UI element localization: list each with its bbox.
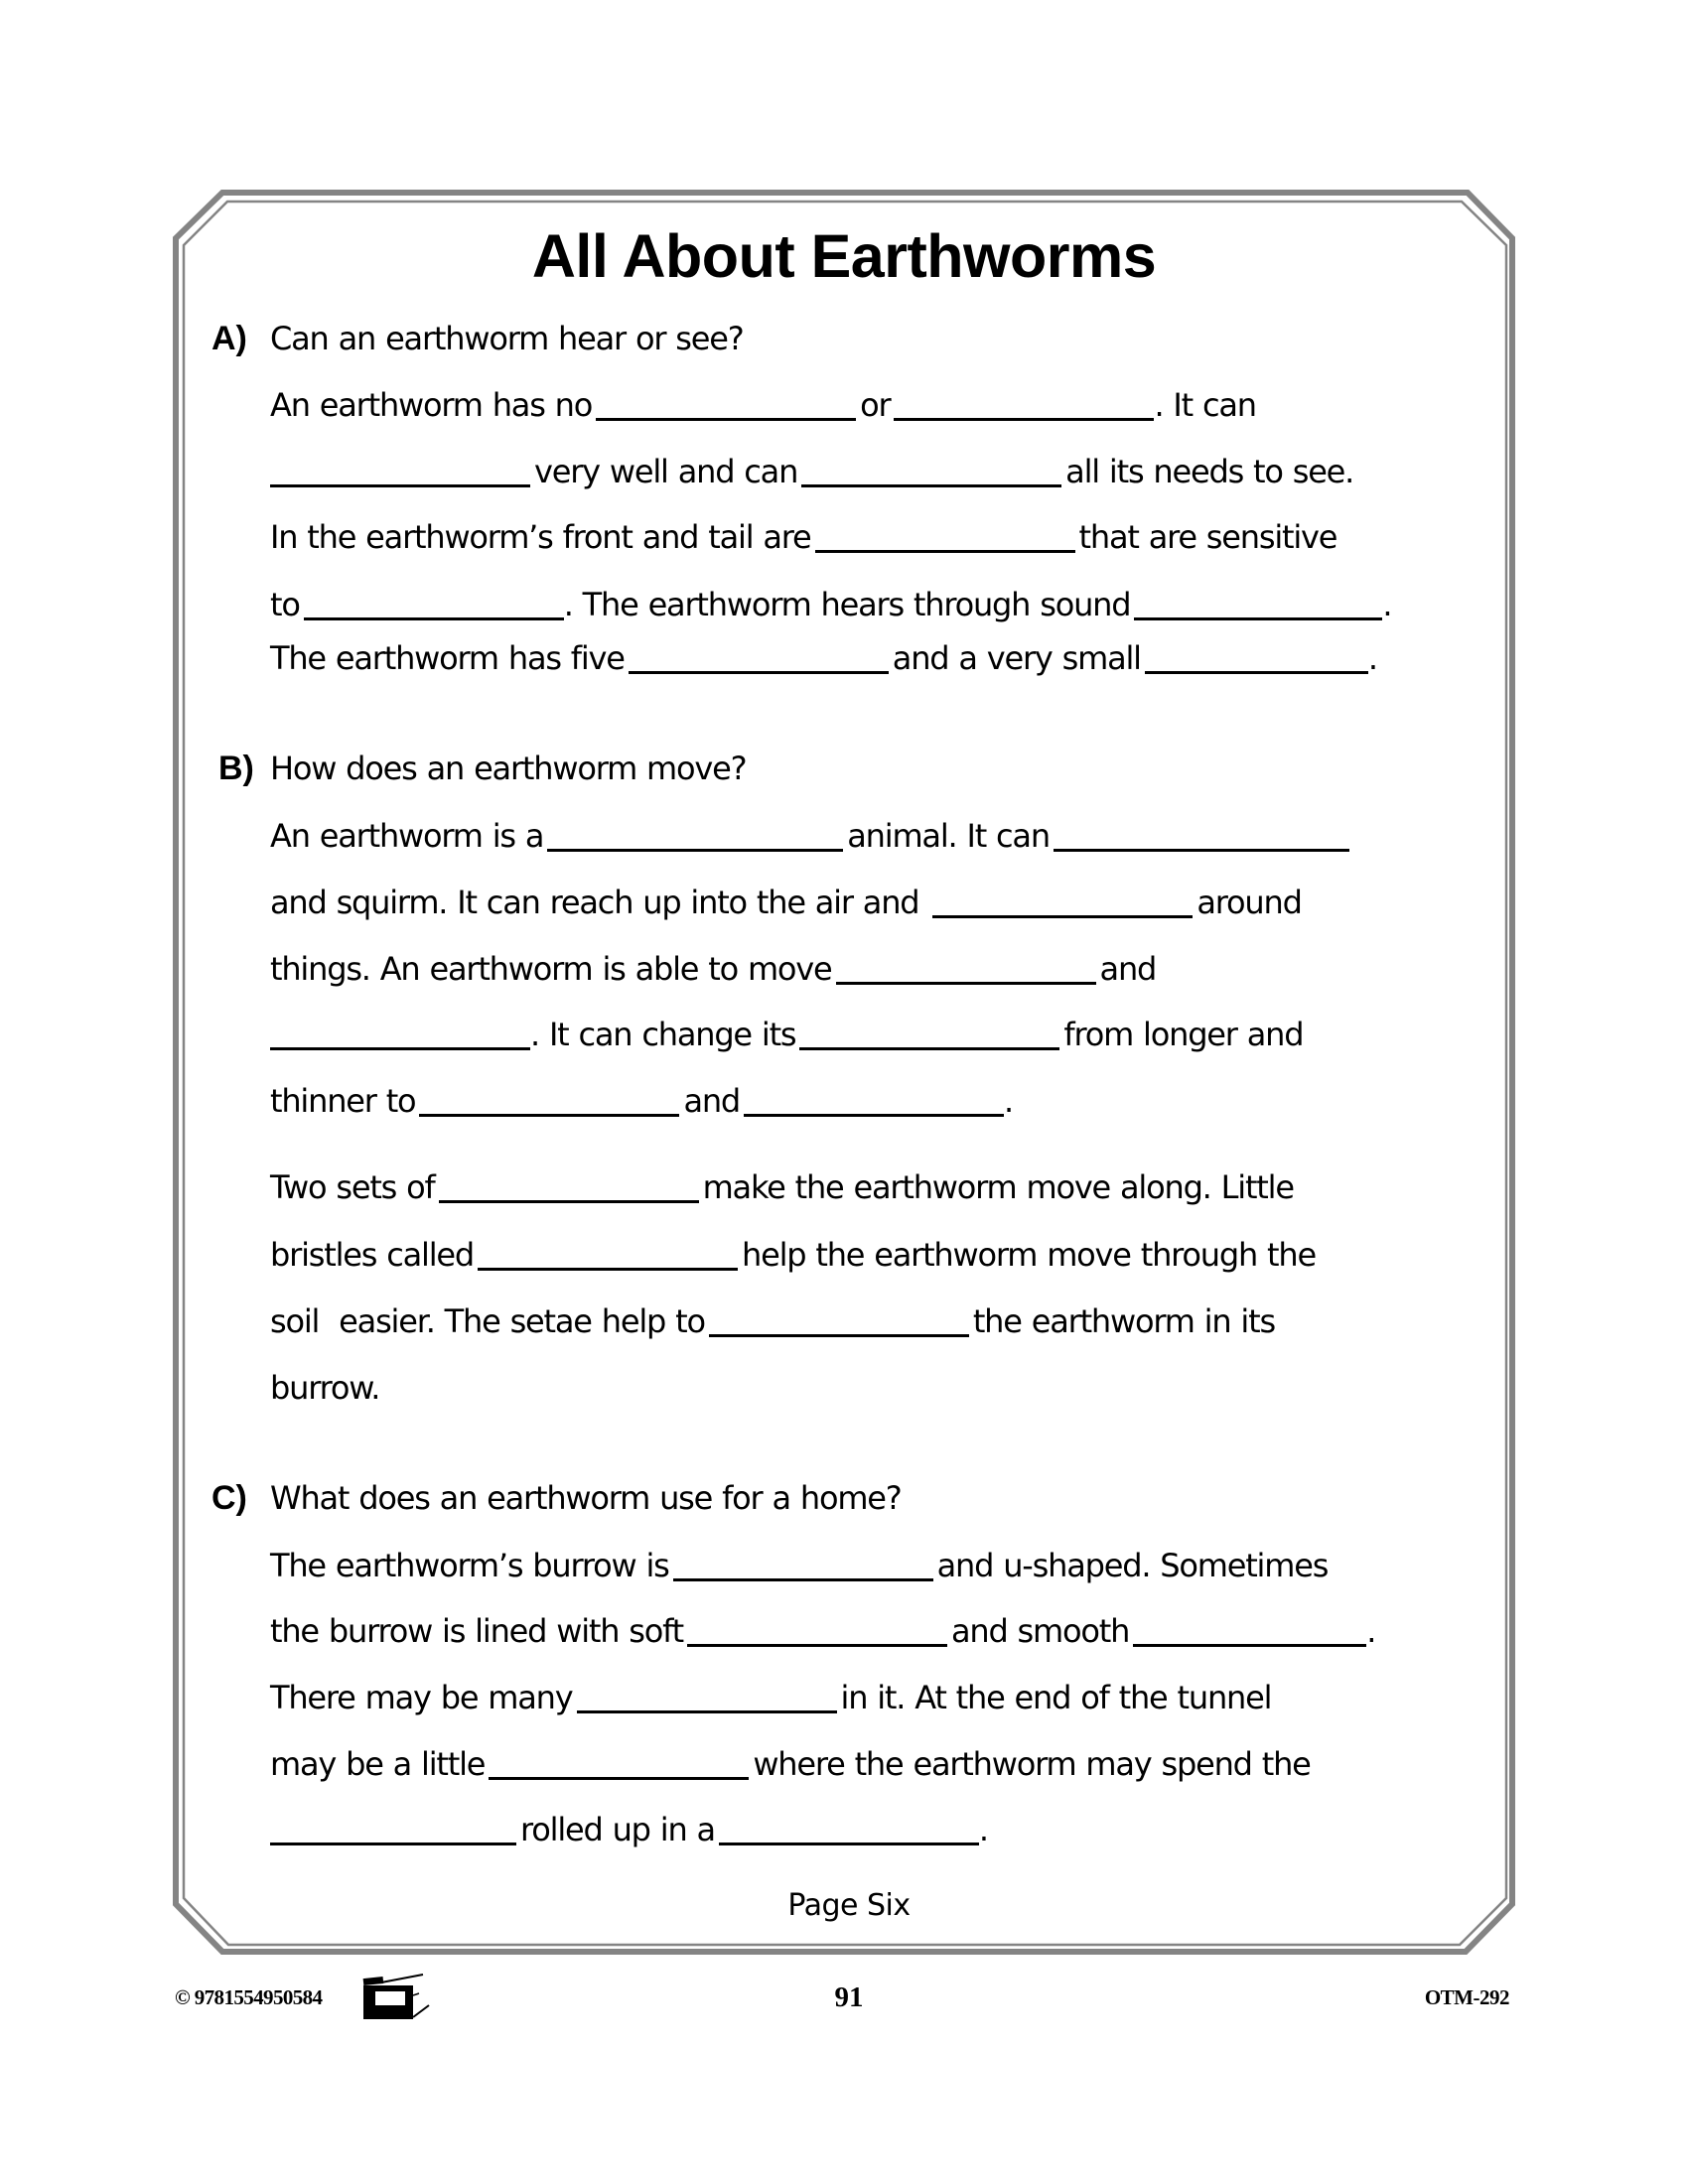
answer-blank[interactable] xyxy=(270,1018,530,1050)
text-segment: There may be many xyxy=(270,1679,573,1716)
answer-blank[interactable] xyxy=(1054,819,1349,852)
text-segment: . xyxy=(1366,1612,1376,1650)
text-segment: and a very small xyxy=(892,639,1141,677)
worksheet-title: All About Earthworms xyxy=(531,222,1157,290)
text-segment: in it. At the end of the tunnel xyxy=(840,1679,1272,1716)
text-segment: The earthworm’s burrow is xyxy=(270,1547,669,1584)
isbn-copyright: © 9781554950584 xyxy=(175,1985,323,2009)
text-segment: help the earthworm move through the xyxy=(742,1236,1316,1274)
text-line xyxy=(270,1233,1316,1277)
answer-blank[interactable] xyxy=(478,1238,738,1271)
section-label: A) xyxy=(211,320,247,357)
text-segment: Two sets of xyxy=(270,1168,435,1206)
text-line xyxy=(270,1676,1271,1719)
answer-blank[interactable] xyxy=(1145,641,1368,674)
text-segment: around xyxy=(1196,884,1302,921)
text-line xyxy=(270,1808,988,1851)
text-segment: bristles called xyxy=(270,1236,474,1274)
answer-blank[interactable] xyxy=(547,819,843,852)
text-line xyxy=(270,515,1336,559)
text-segment: and u-shaped. Sometimes xyxy=(936,1547,1329,1584)
text-segment: . It can change its xyxy=(530,1016,796,1053)
text-segment: or xyxy=(860,386,891,424)
answer-blank[interactable] xyxy=(932,886,1193,918)
text-line xyxy=(270,1299,1275,1343)
answer-blank[interactable] xyxy=(799,1018,1059,1050)
answer-blank[interactable] xyxy=(1133,1614,1366,1647)
text-line xyxy=(270,947,1156,991)
text-segment: all its needs to see. xyxy=(1065,453,1354,490)
text-line xyxy=(270,1079,1013,1123)
text-line xyxy=(270,450,1353,493)
text-segment: where the earthworm may spend the xyxy=(753,1745,1311,1783)
text-line xyxy=(270,1013,1303,1056)
text-segment: make the earthworm move along. Little xyxy=(702,1168,1294,1206)
text-segment: and xyxy=(683,1082,741,1120)
page-label: Page Six xyxy=(787,1888,911,1923)
answer-blank[interactable] xyxy=(894,388,1154,421)
text-line xyxy=(270,1609,1375,1653)
text-line xyxy=(270,881,1302,924)
text-segment: rolled up in a xyxy=(520,1811,715,1848)
answer-blank[interactable] xyxy=(1134,588,1382,620)
product-code: OTM-292 xyxy=(1424,1985,1509,2009)
text-line xyxy=(270,383,1256,427)
text-line xyxy=(270,583,1391,626)
answer-blank[interactable] xyxy=(439,1170,699,1203)
text-line xyxy=(270,1366,379,1410)
text-segment: The earthworm has five xyxy=(270,639,625,677)
answer-blank[interactable] xyxy=(673,1549,933,1581)
text-segment: . xyxy=(1367,639,1377,677)
text-segment: may be a little xyxy=(270,1745,486,1783)
answer-blank[interactable] xyxy=(629,641,889,674)
text-segment: burrow. xyxy=(270,1369,380,1407)
text-segment: soil easier. The setae help to xyxy=(270,1302,705,1340)
text-segment: . It can xyxy=(1154,386,1256,424)
section-question: What does an earthworm use for a home? xyxy=(270,1479,902,1517)
text-segment: thinner to xyxy=(270,1082,416,1120)
answer-blank[interactable] xyxy=(304,588,564,620)
answer-blank[interactable] xyxy=(270,455,530,487)
text-segment: and squirm. It can reach up into the air and xyxy=(270,884,929,921)
text-segment: to xyxy=(270,586,300,623)
section-label: C) xyxy=(211,1479,247,1517)
text-line xyxy=(270,1742,1311,1786)
answer-blank[interactable] xyxy=(719,1813,979,1845)
text-segment: the earthworm in its xyxy=(972,1302,1275,1340)
text-segment: An earthworm has no xyxy=(270,386,593,424)
answer-blank[interactable] xyxy=(270,1813,516,1845)
text-line xyxy=(270,1165,1294,1209)
text-segment: animal. It can xyxy=(847,817,1050,855)
section-label: B) xyxy=(218,750,254,787)
answer-blank[interactable] xyxy=(801,455,1061,487)
text-segment: that are sensitive xyxy=(1078,518,1337,556)
text-segment: very well and can xyxy=(534,453,798,490)
text-segment: . xyxy=(1382,586,1392,623)
text-segment: from longer and xyxy=(1063,1016,1304,1053)
text-segment: An earthworm is a xyxy=(270,817,544,855)
text-segment: In the earthworm’s front and tail are xyxy=(270,518,811,556)
section-question: How does an earthworm move? xyxy=(270,750,747,787)
answer-blank[interactable] xyxy=(744,1084,1004,1117)
text-segment: . xyxy=(1004,1082,1014,1120)
answer-blank[interactable] xyxy=(709,1304,969,1337)
answer-blank[interactable] xyxy=(836,952,1096,985)
text-segment: and xyxy=(1099,950,1157,988)
text-segment: things. An earthworm is able to move xyxy=(270,950,832,988)
answer-blank[interactable] xyxy=(577,1681,837,1713)
text-segment: . xyxy=(978,1811,988,1848)
text-line xyxy=(270,1544,1328,1587)
page-number: 91 xyxy=(834,1981,864,2013)
text-line xyxy=(270,636,1377,680)
text-segment: and smooth xyxy=(950,1612,1130,1650)
answer-blank[interactable] xyxy=(489,1747,749,1780)
section-question: Can an earthworm hear or see? xyxy=(270,320,744,357)
text-line xyxy=(270,814,1353,858)
answer-blank[interactable] xyxy=(815,520,1075,553)
text-segment: the burrow is lined with soft xyxy=(270,1612,683,1650)
text-segment: . The earthworm hears through sound xyxy=(563,586,1131,623)
answer-blank[interactable] xyxy=(596,388,856,421)
answer-blank[interactable] xyxy=(419,1084,679,1117)
answer-blank[interactable] xyxy=(687,1614,947,1647)
